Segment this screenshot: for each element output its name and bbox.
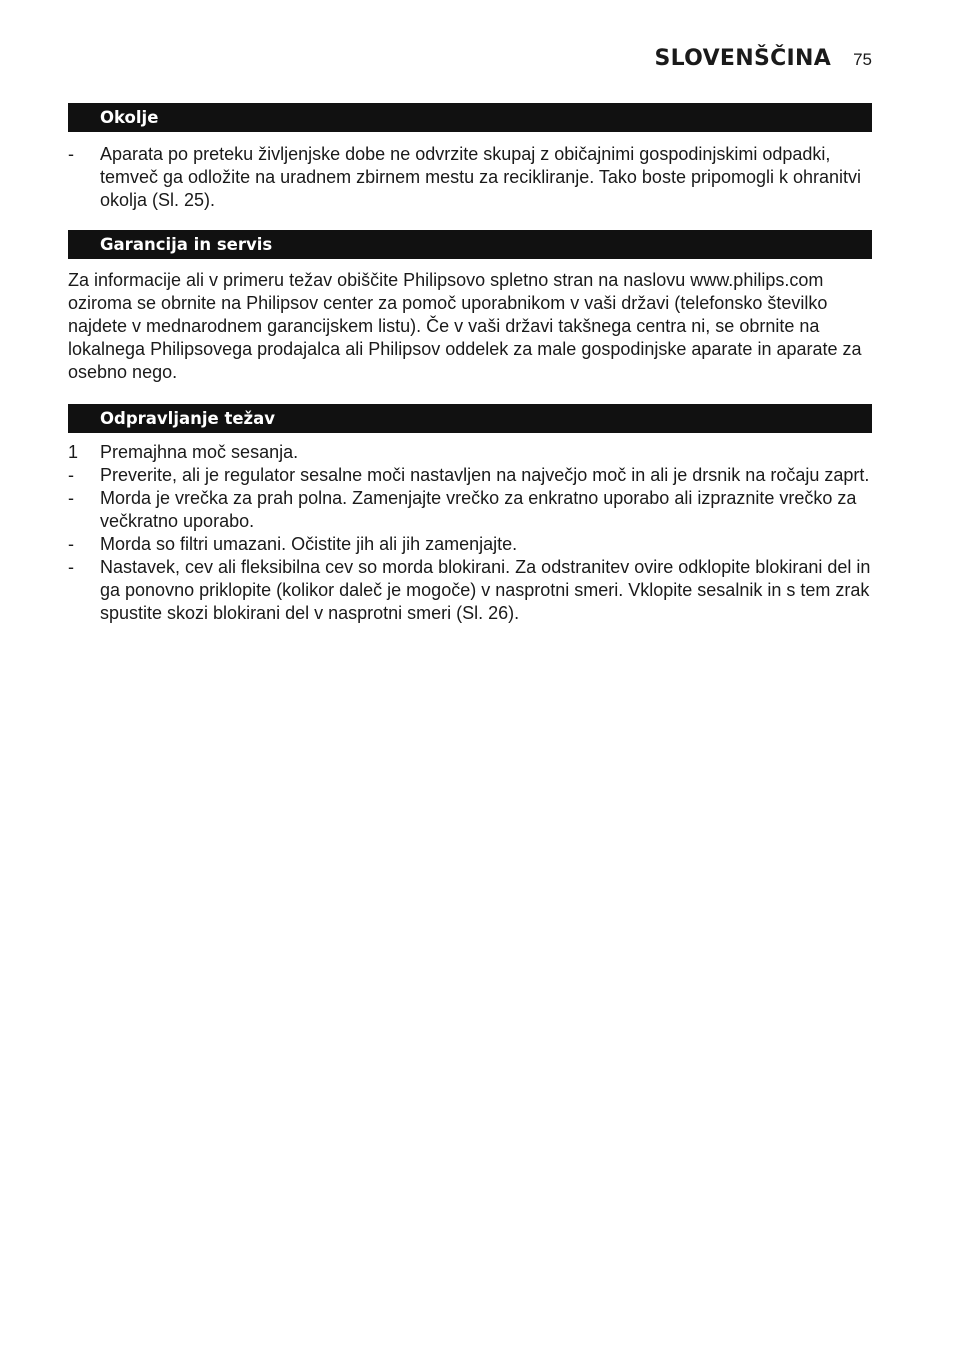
okolje-list (68, 143, 872, 212)
page-number: 75 (853, 50, 872, 69)
section-heading-odpravljanje: Odpravljanje težav (68, 404, 872, 433)
paragraph-text: oziroma se obrnite na Philipsov center za pomoč uporabnikom v vaši državi (telefonsko številko najdete v mednarodnem garancijskem listu). Če v vaši državi takšnega centra ni, se obrnite na lokalnega Philipsovega prodajalca ali Philipsov oddelek za male gospodinjske aparate in aparate za osebno nego. (68, 293, 862, 382)
list-marker: 1 (68, 442, 79, 462)
list-item (68, 556, 872, 625)
list-item-text: Nastavek, cev ali fleksibilna cev so morda blokirani. Za odstranitev ovire odklopite blokirani del in ga ponovno priklopite (kolikor daleč je mogoče) v nasprotni smeri. Vklopite sesalnik in s tem zrak spustite skozi blokirani del v nasprotni smeri (Sl. 26). (100, 557, 871, 623)
list-item (68, 533, 872, 556)
list-item-text: Morda so filtri umazani. Očistite jih ali jih zamenjajte. (100, 534, 518, 554)
garancija-paragraph (68, 269, 872, 384)
philips-website-link[interactable]: www.philips.com (690, 270, 824, 290)
section-heading-okolje: Okolje (68, 103, 872, 132)
list-marker: - (68, 488, 74, 508)
page-header (655, 46, 873, 71)
list-item-text: Premajhna moč sesanja. (100, 442, 299, 462)
odpravljanje-list (68, 441, 872, 625)
list-marker: - (68, 534, 74, 554)
list-item (68, 487, 872, 533)
list-item-text: Aparata po preteku življenjske dobe ne odvrzite skupaj z običajnimi gospodinjskimi odpadki, temveč ga odložite na uradnem zbirnem mestu za recikliranje. Tako boste pripomogli k ohranitvi okolja (Sl. 25). (100, 144, 862, 210)
list-item (68, 464, 872, 487)
list-item-text: Preverite, ali je regulator sesalne moči nastavljen na največjo moč in ali je drsnik na ročaju zaprt. (100, 465, 870, 485)
list-marker: - (68, 465, 74, 485)
list-marker: - (68, 144, 74, 164)
section-heading-garancija: Garancija in servis (68, 230, 872, 259)
paragraph-text: Za informacije ali v primeru težav obiščite Philipsovo spletno stran na naslovu (68, 270, 691, 290)
language-title: SLOVENŠČINA (654, 46, 832, 71)
page-content (68, 103, 872, 625)
list-marker: - (68, 557, 74, 577)
list-item (68, 143, 872, 212)
list-item (68, 441, 872, 464)
list-item-text: Morda je vrečka za prah polna. Zamenjajte vrečko za enkratno uporabo ali izpraznite vrečko za večkratno uporabo. (100, 488, 857, 531)
